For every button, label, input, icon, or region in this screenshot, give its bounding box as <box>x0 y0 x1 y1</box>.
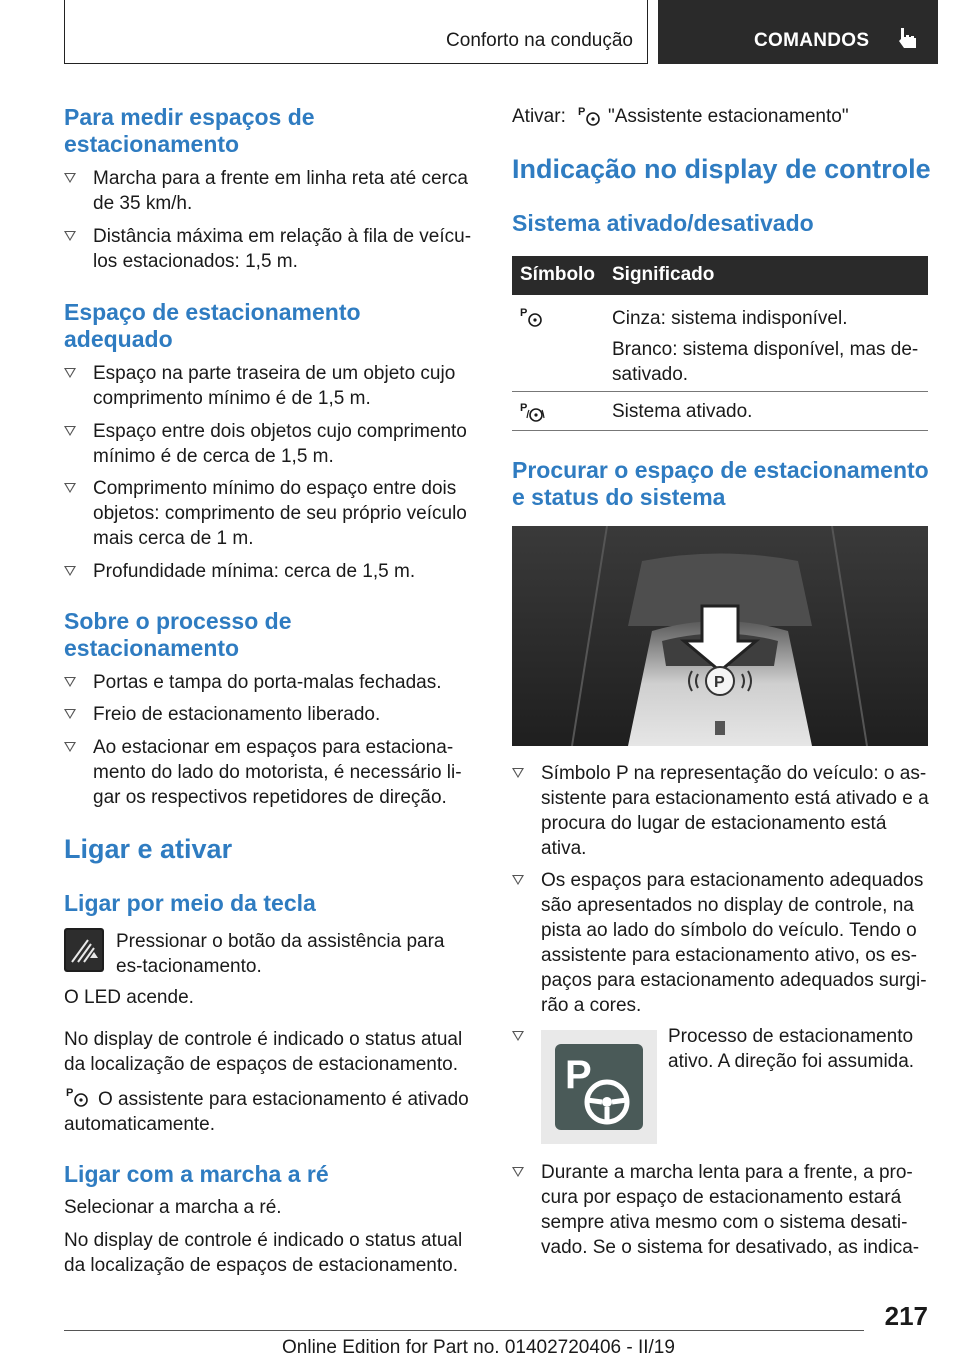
svg-text:P: P <box>520 307 528 319</box>
ativar-text: "Assistente estacionamento" <box>608 106 849 127</box>
heading-ligar-tecla: Ligar por meio da tecla <box>64 890 316 916</box>
re-text-1: Selecionar a marcha a ré. <box>64 1197 282 1218</box>
ativar-prefix: Ativar: <box>512 106 566 127</box>
heading-medir: Para medir espaços de estacionamento <box>64 104 315 157</box>
control-display-image <box>512 526 928 746</box>
list-item-text: Espaço entre dois objetos cujo comprimento mínimo é de cerca de 1,5 m. <box>93 421 467 467</box>
list-item-text: Os espaços para estacionamento adequados são apresentados no display de controle, na pista ao lado do símbolo do veículo. Tendo o assistente para estacionamento ativo, os es-paços para estacionamento adequados surgi-rão a cores. <box>541 870 927 1016</box>
list-item-text: Freio de estacionamento liberado. <box>93 704 381 725</box>
svg-text:P: P <box>578 106 586 118</box>
parking-search-illustration <box>512 526 928 746</box>
table-header-symbol: Símbolo <box>520 264 595 285</box>
pointing-hand-icon <box>896 26 918 50</box>
bullet-triangle-icon <box>64 566 76 576</box>
table-cell-active: Sistema ativado. <box>612 401 753 422</box>
list-item-text: Símbolo P na representação do veículo: o as-sistente para estacionamento está ativado e a procura do lugar de estacionamento está ativa. <box>541 763 929 859</box>
table-cell-gray: Cinza: sistema indisponível. <box>612 308 848 329</box>
bullet-triangle-icon <box>512 768 524 778</box>
bullet-triangle-icon <box>512 875 524 885</box>
heading-indicacao: Indicação no display de controle <box>512 154 931 184</box>
bullet-triangle-icon <box>64 677 76 687</box>
page-number: 217 <box>884 1301 928 1331</box>
bullet-triangle-icon <box>64 742 76 752</box>
bullet-triangle-icon <box>64 483 76 493</box>
list-item-text: Comprimento mínimo do espaço entre dois objetos: comprimento de seu próprio veículo mais cerca de 1 m. <box>93 478 467 549</box>
table-header-meaning: Significado <box>612 264 715 285</box>
parking-assist-inactive-icon <box>518 305 546 329</box>
footer-edition: Online Edition for Part no. 01402720406 - II/19 <box>282 1337 675 1358</box>
heading-sistema: Sistema ativado/desativado <box>512 210 814 236</box>
header-section-title: Conforto na condução <box>446 30 633 51</box>
bullet-triangle-icon <box>64 173 76 183</box>
symbol-table <box>512 256 928 431</box>
list-item-text: Espaço na parte traseira de um objeto cujo comprimento mínimo é de 1,5 m. <box>93 363 456 409</box>
svg-text:P: P <box>714 674 725 691</box>
header-section-tab <box>64 0 648 64</box>
bullet-triangle-icon <box>64 709 76 719</box>
auto-text: O assistente para estacionamento é ativado automaticamente. <box>64 1089 469 1135</box>
footer-divider <box>64 1330 864 1331</box>
bullet-triangle-icon <box>64 368 76 378</box>
header-chapter-tab <box>658 0 938 64</box>
table-row <box>512 392 928 431</box>
heading-ligar-ativar: Ligar e ativar <box>64 834 233 864</box>
led-text: O LED acende. <box>64 987 194 1008</box>
parking-assist-button-icon <box>64 928 104 972</box>
bullet-triangle-icon <box>64 426 76 436</box>
svg-text:P: P <box>66 1087 74 1099</box>
list-item-text: Distância máxima em relação à fila de veícu-los estacionados: 1,5 m. <box>93 226 472 272</box>
parking-assist-active-icon <box>518 400 548 424</box>
re-text-2: No display de controle é indicado o status atual da localização de espaços de estacionamento. <box>64 1230 463 1276</box>
heading-adequado: Espaço de estacionamento adequado <box>64 299 361 352</box>
list-item-text: Ao estacionar em espaços para estaciona-mento do lado do motorista, é necessário li-gar os respectivos repetidores de direção. <box>93 737 462 808</box>
bullet-triangle-icon <box>512 1167 524 1177</box>
heading-processo: Sobre o processo de estacionamento <box>64 608 292 661</box>
bullet-triangle-icon <box>64 231 76 241</box>
heading-marcha-re: Ligar com a marcha a ré <box>64 1161 329 1187</box>
heading-procurar: Procurar o espaço de estacionamento e status do sistema <box>512 457 929 510</box>
svg-text:P: P <box>520 402 528 414</box>
header-chapter-title: COMANDOS <box>754 30 870 51</box>
parking-active-steering-icon <box>541 1030 657 1144</box>
svg-text:P: P <box>565 1053 592 1097</box>
list-item-text: Processo de estacionamento ativo. A direção foi assumida. <box>668 1026 915 1072</box>
list-item <box>512 1024 932 1148</box>
display-text-1: No display de controle é indicado o status atual da localização de espaços de estacionamento. <box>64 1029 463 1075</box>
parking-assist-symbol-icon <box>576 104 604 128</box>
table-cell-white: Branco: sistema disponível, mas de-sativado. <box>612 339 919 385</box>
list-item-text: Portas e tampa do porta-malas fechadas. <box>93 672 442 693</box>
table-header <box>512 256 928 295</box>
table-row <box>512 295 928 392</box>
list-item-text: Profundidade mínima: cerca de 1,5 m. <box>93 561 416 582</box>
list-item-text: Durante a marcha lenta para a frente, a pro-cura por espaço de estacionamento estará sempre ativa mesmo com o sistema desati-vado. Se o sistema for desativado, as indica- <box>541 1162 920 1258</box>
list-item-text: Marcha para a frente em linha reta até cerca de 35 km/h. <box>93 168 468 214</box>
bullet-triangle-icon <box>512 1031 524 1041</box>
tecla-text: Pressionar o botão da assistência para es-tacionamento. <box>116 931 445 977</box>
